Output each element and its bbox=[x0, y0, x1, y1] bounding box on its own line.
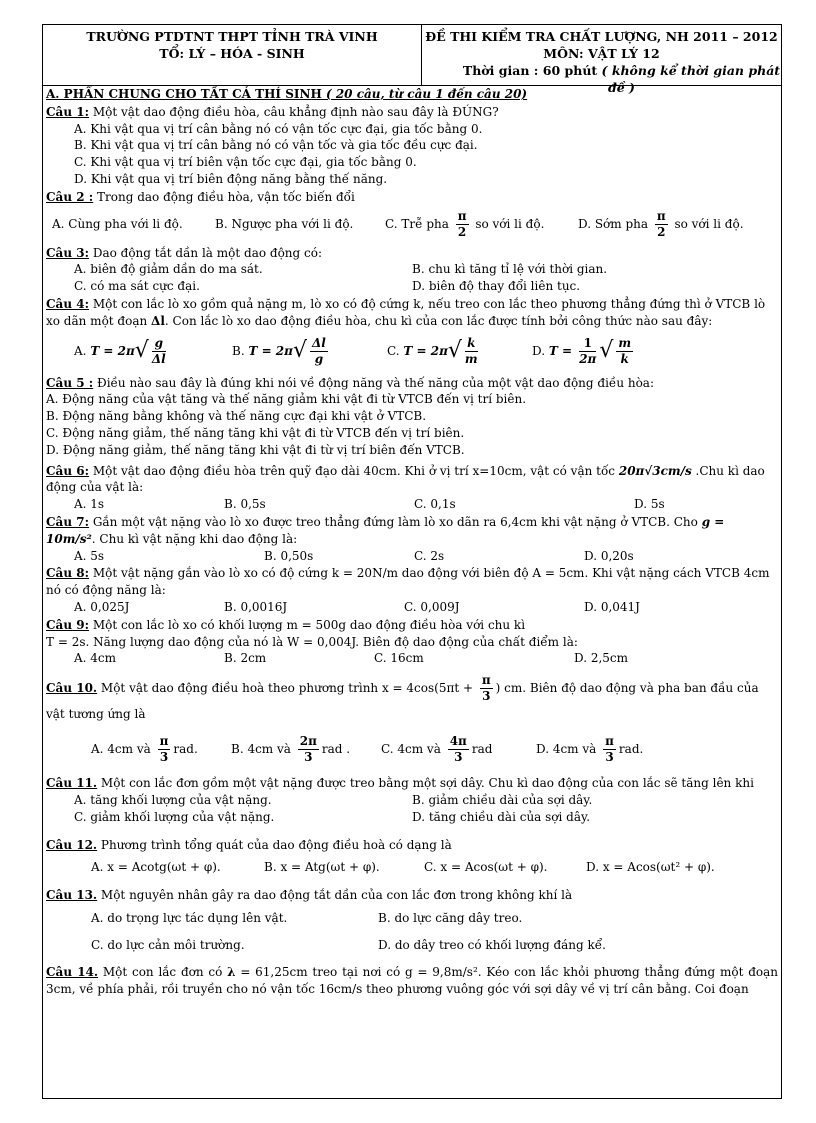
q4-option-a: A. T = 2π√ $\frac{g}{\Delta l}$ bbox=[74, 336, 166, 367]
question-2: Câu 2 : Trong dao động điều hòa, vận tốc biến đổi bbox=[46, 189, 355, 204]
q10-option-c: C. 4cm và $\frac{4\pi}{3}$ rad bbox=[381, 733, 493, 764]
q9-option-d: D. 2,5cm bbox=[574, 651, 629, 666]
q6-option-b: B. 0,5s bbox=[224, 497, 266, 512]
q8-option-a: A. 0,025J bbox=[74, 599, 130, 614]
question-6: Câu 6: Một vật dao động điều hòa trên quỹ đạo dài 40cm. Khi ở vị trí x=10cm, vật có vận tốc 20π√3cm/s .Chu kì dao động của vật là: bbox=[46, 463, 765, 495]
exam-page bbox=[42, 24, 782, 1099]
q4-option-d: D. T = $\frac{1}{2\pi}$ √ $\frac{m}{k}$ bbox=[532, 336, 632, 367]
question-1: Câu 1: Một vật dao động điều hòa, câu khẳng định nào sau đây là ĐÚNG? bbox=[46, 104, 499, 119]
q13-option-c: C. do lực cản môi trường. bbox=[91, 937, 245, 952]
section-title: A. PHẦN CHUNG CHO TẤT CẢ THÍ SINH ( 20 câu, từ câu 1 đến câu 20) bbox=[46, 87, 528, 101]
question-8: Câu 8: Một vật nặng gắn vào lò xo có độ cứng k = 20N/m dao động với biên độ A = 5cm. Khi vật nặng cách VTCB 4cm nó có động năng là: bbox=[46, 566, 770, 598]
q8-options bbox=[46, 599, 778, 616]
q3-option-d: D. biên độ thay đổi liên tục. bbox=[412, 279, 581, 294]
q4-option-b: B. T = 2π√ $\frac{\Delta l}{g}$ bbox=[232, 336, 326, 367]
q12-option-a: A. x = Acotg(ωt + φ). bbox=[91, 860, 221, 875]
q9-options bbox=[46, 650, 778, 667]
question-11: Câu 11. Một con lắc đơn gồm một vật nặng được treo bằng một sợi dây. Chu kì dao động của con lắc sẽ tăng lên khi bbox=[46, 776, 754, 791]
q8-option-d: D. 0,041J bbox=[584, 599, 640, 614]
question-10: Câu 10. Một vật dao động điều hoà theo phương trình x = 4cos(5πt + $\frac{\pi}{3}$ ) cm. Biên độ dao động và pha ban đầu của vật tương ứng là bbox=[46, 673, 759, 722]
q2-option-c: C. Trễ pha $\frac{\pi}{2}$ so với li độ. bbox=[385, 209, 545, 240]
q7-option-b: B. 0,50s bbox=[264, 548, 314, 563]
q12-option-c: C. x = Acos(ωt + φ). bbox=[424, 860, 548, 875]
q3-options bbox=[46, 261, 778, 295]
department: TỔ: LÝ – HÓA - SINH bbox=[159, 46, 305, 61]
q1-option-d: D. Khi vật qua vị trí biên động năng bằng thế năng. bbox=[74, 171, 388, 186]
exam-content bbox=[42, 86, 782, 1099]
q2-option-b: B. Ngược pha với li độ. bbox=[215, 217, 354, 232]
q3-option-b: B. chu kì tăng tỉ lệ với thời gian. bbox=[412, 262, 608, 277]
q10-options bbox=[46, 724, 778, 774]
exam-title: ĐỀ THI KIỂM TRA CHẤT LƯỢNG, NH 2011 – 2012 bbox=[425, 29, 778, 44]
q10-option-b: B. 4cm và $\frac{2\pi}{3}$ rad . bbox=[231, 733, 351, 764]
q6-option-a: A. 1s bbox=[74, 497, 105, 512]
q13-option-a: A. do trọng lực tác dụng lên vật. bbox=[91, 910, 288, 925]
question-14: Câu 14. Một con lắc đơn có λ = 61,25cm treo tại nơi có g = 9,8m/s². Kéo con lắc khỏi phương thẳng đứng một đoạn 3cm, về phía phải, rồi truyền cho nó vận tốc 16cm/s theo phương vuông góc với sợi dây về vị trí cân bằng. Coi đoạn bbox=[46, 965, 778, 997]
q9-option-a: A. 4cm bbox=[74, 651, 117, 666]
q2-option-d: D. Sớm pha $\frac{\pi}{2}$ so với li độ. bbox=[578, 209, 744, 240]
q7-option-d: D. 0,20s bbox=[584, 548, 634, 563]
q7-option-a: A. 5s bbox=[74, 548, 105, 563]
q5-option-b: B. Động năng bằng không và thế năng cực đại khi vật ở VTCB. bbox=[46, 409, 427, 424]
q13-option-d: D. do dây treo có khối lượng đáng kể. bbox=[378, 937, 606, 952]
q10-option-d: D. 4cm và $\frac{\pi}{3}$ rad. bbox=[536, 733, 644, 764]
q7-option-c: C. 2s bbox=[414, 548, 445, 563]
question-12: Câu 12. Phương trình tổng quát của dao động điều hoà có dạng là bbox=[46, 837, 452, 852]
question-13: Câu 13. Một nguyên nhân gây ra dao động tắt dần của con lắc đơn trong không khí là bbox=[46, 888, 573, 903]
question-3: Câu 3: Dao động tắt dần là một dao động có: bbox=[46, 245, 323, 260]
question-5: Câu 5 : Điều nào sau đây là đúng khi nói về động năng và thế năng của một vật dao động điều hòa: bbox=[46, 375, 655, 390]
q11-option-a: A. tăng khối lượng của vật nặng. bbox=[74, 792, 272, 807]
subject: MÔN: VẬT LÝ 12 bbox=[543, 46, 660, 61]
q5-option-c: C. Động năng giảm, thế năng tăng khi vật đi từ VTCB đến vị trí biên. bbox=[46, 425, 465, 440]
q1-option-c: C. Khi vật qua vị trí biên vận tốc cực đại, gia tốc bằng 0. bbox=[74, 155, 417, 170]
q6-options bbox=[46, 496, 778, 513]
q11-options bbox=[46, 792, 778, 826]
q6-option-d: D. 5s bbox=[634, 497, 665, 512]
q5-option-d: D. Động năng giảm, thế năng tăng khi vật đi từ vị trí biên đến VTCB. bbox=[46, 442, 465, 457]
q3-option-a: A. biên độ giảm dần do ma sát. bbox=[74, 262, 263, 277]
q13-option-b: B. do lực căng dây treo. bbox=[378, 910, 523, 925]
q11-option-c: C. giảm khối lượng của vật nặng. bbox=[74, 809, 275, 824]
q8-option-c: C. 0,009J bbox=[404, 599, 460, 614]
q11-option-d: D. tăng chiều dài của sợi dây. bbox=[412, 809, 591, 824]
q7-options bbox=[46, 548, 778, 565]
q12-options bbox=[46, 859, 778, 876]
q9-option-b: B. 2cm bbox=[224, 651, 267, 666]
q12-option-d: D. x = Acos(ωt² + φ). bbox=[586, 860, 715, 875]
q1-option-b: B. Khi vật qua vị trí cân bằng nó có vận tốc và gia tốc đều cực đại. bbox=[74, 138, 478, 153]
q9-text-cont: T = 2s. Năng lượng dao động của nó là W = 0,004J. Biên độ dao động của chất điểm là: bbox=[46, 634, 578, 649]
q3-option-c: C. có ma sát cực đại. bbox=[74, 279, 200, 294]
header-left bbox=[43, 25, 422, 85]
q1-option-a: A. Khi vật qua vị trí cân bằng nó có vận tốc cực đại, gia tốc bằng 0. bbox=[74, 121, 483, 136]
q6-option-c: C. 0,1s bbox=[414, 497, 456, 512]
q2-option-a: A. Cùng pha với li độ. bbox=[52, 217, 183, 232]
q4-option-c: C. T = 2π√ $\frac{k}{m}$ bbox=[387, 336, 478, 367]
q13-options bbox=[46, 910, 778, 954]
q10-option-a: A. 4cm và $\frac{\pi}{3}$ rad. bbox=[91, 733, 198, 764]
header-right bbox=[422, 25, 781, 95]
q12-option-b: B. x = Atg(ωt + φ). bbox=[264, 860, 380, 875]
q2-options bbox=[46, 206, 778, 244]
q9-option-c: C. 16cm bbox=[374, 651, 424, 666]
question-7: Câu 7: Gắn một vật nặng vào lò xo được treo thẳng đứng làm lò xo dãn ra 6,4cm khi vật nặng ở VTCB. Cho g = 10m/s². Chu kì vật nặng khi dao động là: bbox=[46, 514, 725, 546]
q5-option-a: A. Động năng của vật tăng và thế năng giảm khi vật đi từ VTCB đến vị trí biên. bbox=[46, 392, 527, 407]
question-9: Câu 9: Một con lắc lò xo có khối lượng m = 500g dao động điều hòa với chu kì bbox=[46, 617, 526, 632]
school-name: TRƯỜNG PTDTNT THPT TỈNH TRÀ VINH bbox=[86, 29, 378, 44]
question-4: Câu 4: Một con lắc lò xo gồm quả nặng m, lò xo có độ cứng k, nếu treo con lắc theo phương thẳng đứng thì ở VTCB lò xo dãn một đoạn Δl. Con lắc lò xo dao động điều hòa, chu kì của con lắc được tính bởi công thức nào sau đây: bbox=[46, 296, 766, 328]
q8-option-b: B. 0,0016J bbox=[224, 599, 288, 614]
time-limit: Thời gian : 60 phút ( không kể thời gian phát đề ) bbox=[462, 63, 781, 95]
q4-options bbox=[46, 330, 778, 374]
q11-option-b: B. giảm chiều dài của sợi dây. bbox=[412, 792, 593, 807]
